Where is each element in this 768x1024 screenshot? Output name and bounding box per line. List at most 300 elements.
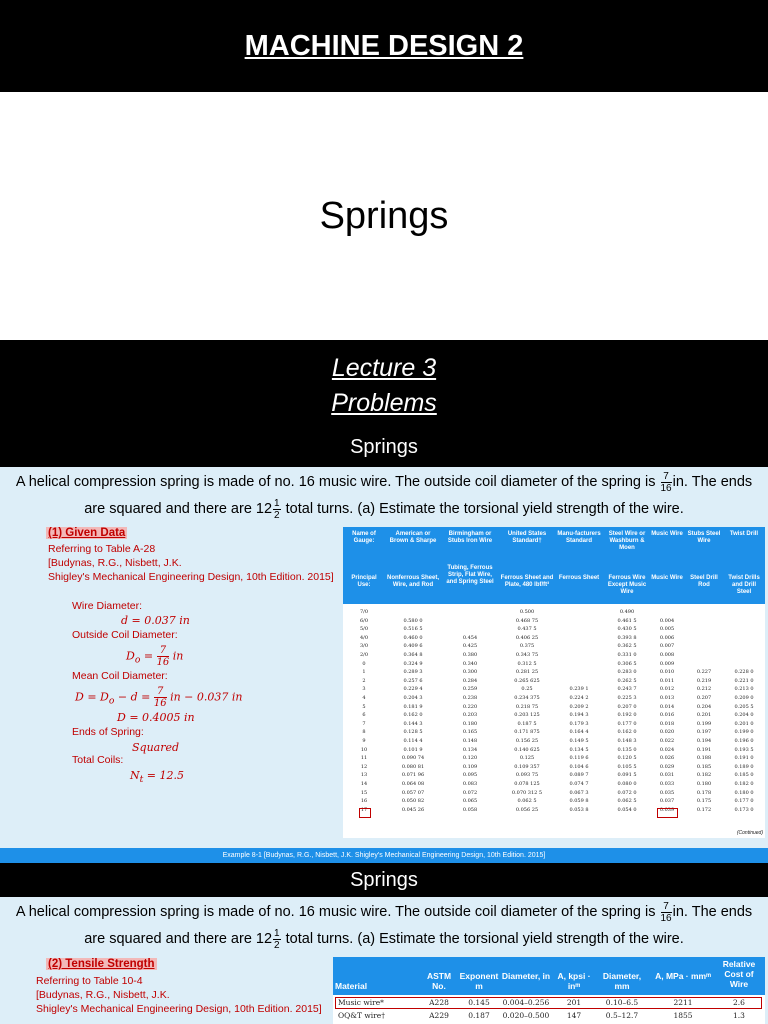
fraction [273,498,281,521]
denominator: 16 [660,482,672,494]
table-cell: 0.057 07 [401,789,425,796]
header-bottom-cell: Ferrous Sheet and Plate, 480 lbf/ft³ [500,575,554,588]
table-cell: 0.109 357 [514,763,540,770]
table-cell: 0.425 [462,643,478,650]
table-cell: 0.162 0 [403,712,423,719]
header-cell: A, kpsi · inᵐ [557,971,591,991]
table-cell: 0.172 [696,806,712,813]
table-cell: 0.364 8 [403,652,423,658]
reference-line: Shigley's Mechanical Engineering Design, 10th Edition. 2015] [48,571,334,583]
table-cell: 0.050 82 [401,798,425,805]
table-cell: 0.257 6 [403,677,423,684]
table-cell: 0.175 [696,798,712,805]
table-cell: 0.340 [462,660,478,667]
table-cell: 0.239 1 [569,686,589,693]
table-cell: 0.228 0 [734,669,754,676]
table-cell: 7 [362,720,366,727]
equation-tail: in − 0.037 in [166,690,243,704]
table-cell: 0.114 4 [403,738,423,744]
ends-label: Ends of Spring: [72,726,144,738]
header-bottom-cell: Principal Use: [351,575,377,588]
table-cell: 0.062 5 [517,798,537,805]
header-top-cell: Stubs Steel Wire [687,531,721,544]
table-cell: A229 [429,1011,449,1020]
table-cell: 0.490 [619,609,635,615]
table-cell: 0.196 0 [734,738,754,744]
header-bottom-cell: Steel Drill Rod [690,575,718,588]
table-cell: 0.188 [696,755,712,762]
table-cell: 0.187 5 [517,720,537,727]
table-cell: 0.191 [696,746,712,753]
table-cell: 0.004–0.256 [502,998,550,1007]
table-cell: 3/0 [359,643,369,650]
table-cell: 0.071 96 [401,772,425,779]
highlight-music-wire-row [335,997,762,1009]
operator: = 12.5 [143,769,185,782]
table-cell: 0.004 [659,617,675,624]
table-cell: 0.062 5 [617,798,637,805]
table-cell: 0.289 3 [403,669,423,676]
header-cell: Relative Cost of Wire [722,959,756,989]
table-cell: 0.393 8 [617,634,637,641]
table-cell: 0.089 7 [569,772,589,779]
table-cell: 0.194 3 [569,712,589,719]
table-cell: 0.406 25 [515,634,539,641]
table-cell: 0.224 2 [569,695,589,701]
table-cell: 0.140 625 [514,746,540,753]
table-cell: 0.180 0 [734,789,754,796]
header-bottom-cell: Ferrous Sheet [558,575,600,581]
header-bottom-cell: Ferrous Wire Except Music Wire [607,575,647,595]
table-cell: 201 [566,998,582,1007]
problem-text: A helical compression spring is made of no. 16 music wire. The outside coil diameter of the spring is [15,904,656,920]
table-cell: 0.080 0 [617,781,637,787]
problem-statement [6,899,762,953]
table-cell: 0.220 [462,703,478,710]
table-cell: 0.461 5 [617,617,637,624]
table-cell: 0.324 9 [403,660,423,667]
table-cell: 0.209 0 [734,695,754,701]
table-cell: 2211 [673,998,693,1007]
title-band [0,0,768,92]
table-cell: 0.212 [696,686,712,693]
table-cell: 0.018 [659,720,675,727]
table-cell: 0.209 2 [569,703,589,710]
numerator: 7 [154,686,167,698]
table-cell: 0.300 [462,669,478,676]
table-cell: 0.119 6 [569,755,589,762]
table-cell: 0.145 [468,998,490,1007]
mean-diameter-equation [75,686,242,709]
table-cell: 3 [362,686,366,693]
table-cell: 0.281 25 [515,669,539,676]
header-bottom-cell: Tubing, Ferrous Strip, Flat Wire, and Spring Steel [446,565,494,585]
table-cell: 0.199 0 [734,729,754,736]
symbol: N [130,769,140,782]
highlight-music-wire-16 [657,808,678,818]
table-cell: 0.125 [519,755,535,762]
reference-line: Referring to Table 10-4 [36,975,143,987]
table-cell: 0.078 125 [514,781,540,787]
table-cell: 0.180 [696,781,712,787]
table-cell: 0.162 0 [617,729,637,736]
table-cell: OQ&T wire† [338,1011,385,1020]
table-cell: 0.054 0 [617,806,637,813]
table-cell: Music wire* [338,998,384,1007]
table-cell: 0.024 [659,746,675,753]
table-cell: 0.221 0 [734,677,754,684]
table-cell: 0.058 [462,806,478,813]
table-cell: 0.029 [659,763,675,770]
header-top-cell: Twist Drill [729,531,759,537]
table-cell: 0.059 8 [569,798,589,805]
lecture-topic: Problems [331,389,437,417]
lecture-band [0,340,768,467]
table-cell: 0.437 5 [517,626,537,633]
table-cell: 0.080 81 [401,763,425,770]
outside-diameter-label: Outside Coil Diameter: [72,629,178,641]
table-cell: 6/0 [359,617,369,624]
problem-text: total turns. (a) Estimate the torsional yield strength of the wire. [285,501,684,517]
table-cell: 0.065 [462,798,478,805]
table-cell: 0.192 0 [617,712,637,719]
operator: = [140,649,157,663]
table-cell: 15 [360,789,368,796]
table-cell: 0.104 6 [569,763,589,770]
table-cell: 0.204 3 [403,695,423,701]
table-cell: 0.284 [462,677,478,684]
table-cell: 5 [362,703,366,710]
header-top-cell: Music Wire [651,531,683,537]
table-cell: 0.120 [462,755,478,762]
mean-diameter-label: Mean Coil Diameter: [72,670,168,682]
table-cell: 0.134 5 [569,746,589,753]
table-cell: 0.005 [659,626,675,633]
header-cell: A, MPa · mmᵐ [655,971,711,981]
table-cell: 9 [362,738,366,744]
table-cell: 0.193 5 [734,746,754,753]
table-cell: 0.409 6 [403,643,423,650]
table-cell: 0.128 5 [403,729,423,736]
wire-diameter-value: d = 0.037 in [121,614,190,627]
section-heading: Springs [350,869,418,891]
numerator: 1 [274,497,280,509]
header-cell: Diameter, mm [602,971,642,991]
table-cell: 0.039 [659,806,675,813]
fraction [154,686,167,709]
wire-diameter-label: Wire Diameter: [72,600,143,612]
table-cell: 0.171 875 [514,729,540,736]
table-cell: 0.460 0 [403,634,423,641]
table-cell: 0.343 75 [515,652,539,658]
table-cell: 7/0 [359,609,369,615]
table-cell: 4/0 [359,634,369,641]
table-cell: 0.580 0 [403,617,423,624]
table-cell: 0.135 0 [617,746,637,753]
table-cell: 0.033 [659,781,675,787]
table-cell: 0.185 0 [734,772,754,779]
lecture-number: Lecture 3 [331,354,437,382]
problem-statement [6,469,762,523]
table-cell: 0.007 [659,643,675,650]
table-cell: 0.014 [659,703,675,710]
table-cell: 4 [362,695,366,701]
table-cell: 0.109 [462,763,478,770]
table-cell: 5/0 [359,626,369,633]
table-cell: 0.229 4 [403,686,423,693]
table-cell: 17 [360,806,368,813]
table-cell: 0.020–0.500 [502,1011,550,1020]
table-cell: 0.362 5 [617,643,637,650]
table-cell: 0.064 08 [401,781,425,787]
problem-text: in. The ends [672,904,753,920]
table-cell: 0.199 [696,720,712,727]
section-heading: Springs [350,436,418,458]
continued-note: (Continued) [736,830,763,836]
table-cell: 0.380 [462,652,478,658]
problem-text: are squared and there are 12 [84,501,273,517]
header-bottom-cell: Nonferrous Sheet, Wire, and Rod [387,575,440,588]
table-cell: 13 [360,772,368,779]
table-cell: 2/0 [359,652,369,658]
table-cell: 0.227 [696,669,712,676]
table-cell: 0.218 75 [515,703,539,710]
numerator: 7 [661,471,672,483]
table-cell: 0.156 25 [515,738,539,744]
unit: in [169,649,184,663]
table-cell: 14 [360,781,368,787]
subscript: o [134,654,141,666]
table-cell: 12 [360,763,368,770]
table-cell: 0.201 [696,712,712,719]
denominator: 16 [156,657,170,668]
table-cell: 0.149 5 [569,738,589,744]
table-cell: 0.189 0 [734,763,754,770]
table-cell: 0.070 312 5 [511,789,543,796]
header-cell: Exponent m [459,971,499,991]
header-bottom-cell: Music Wire [651,575,683,581]
denominator: 2 [274,509,280,521]
table-cell: 0.187 [468,1011,490,1020]
fraction [273,928,281,951]
table-cell: 0.013 [659,695,675,701]
table-cell: 0.026 [659,755,675,762]
tensile-constants-table [333,957,765,1024]
mean-diameter-result: D = 0.4005 in [117,711,195,724]
table-cell: 0.234 375 [514,695,540,701]
denominator: 16 [660,912,672,924]
fraction [157,645,170,668]
table-cell: 0.454 [462,634,478,641]
table-cell: 0.203 125 [514,712,540,719]
table-cell: 0.105 5 [617,763,637,770]
table-cell: 0.191 0 [734,755,754,762]
table-cell: 0.164 4 [569,729,589,736]
section-band [0,863,768,897]
table-cell: 0.207 0 [617,703,637,710]
table-cell: 0.182 0 [734,781,754,787]
numerator: 1 [274,927,280,939]
table-cell: 0.306 5 [617,660,637,667]
table-cell: 0.035 [659,789,675,796]
table-cell: 6 [362,712,366,719]
table-cell: 0.072 [462,789,478,796]
problem-text: A helical compression spring is made of no. 16 music wire. The outside coil diameter of the spring is [15,474,656,490]
table-cell: 1 [362,669,366,676]
table-cell: 0.516 5 [403,626,423,633]
highlight-gauge-16 [359,808,371,818]
table-cell: 0.067 3 [569,789,589,796]
table-cell: 0.201 0 [734,720,754,727]
table-cell: 0.134 [462,746,478,753]
fraction [661,901,672,924]
table-cell: 0.173 0 [734,806,754,813]
table-cell: 16 [360,798,368,805]
tensile-strength-title: (2) Tensile Strength [48,958,155,970]
table-cell: 0.020 [659,729,675,736]
header-cell: ASTM No. [426,971,452,991]
table-cell: 0.185 [696,763,712,770]
header-top-cell: American or Brown & Sharpe [389,531,437,544]
header-top-cell: Birmingham or Stubs Iron Wire [447,531,493,544]
table-cell: 0.262 5 [617,677,637,684]
table-cell: 0.144 3 [403,720,423,727]
given-data-title: (1) Given Data [48,527,126,539]
table-cell: 0.375 [519,643,535,650]
operator: − d = [114,690,154,704]
symbol: D [126,649,135,663]
table-cell: 8 [362,729,366,736]
table-cell: 0.312 5 [517,660,537,667]
table-cell: 0.430 5 [617,626,637,633]
table-cell: 2 [362,677,366,684]
table-cell: 0 [362,660,366,667]
table-cell: 0.016 [659,712,675,719]
table-cell: 0.5–12.7 [605,1011,639,1020]
table-cell: 1855 [673,1011,693,1020]
table-cell: 0.204 0 [734,712,754,719]
subscript: t [139,774,144,786]
table-cell: 0.205 5 [734,703,754,710]
table-cell: 0.331 0 [617,652,637,658]
table-cell: 0.091 5 [617,772,637,779]
table-cell: 0.011 [659,677,675,684]
denominator: 2 [274,939,280,951]
header-top-cell: Name of Gauge: [352,531,376,544]
table-cell: 0.090 74 [401,755,425,762]
numerator: 7 [157,645,170,657]
table-cell: 0.178 [696,789,712,796]
table-cell: 0.093 75 [515,772,539,779]
header-top-cell: Steel Wire or Washburn & Moen [608,531,646,551]
wire-gauge-table [343,527,765,838]
table-cell: 0.219 [696,677,712,684]
symbol: D = D [75,690,109,704]
reference-line: Shigley's Mechanical Engineering Design, 10th Edition. 2015] [36,1003,322,1015]
header-cell: Material [335,981,368,991]
reference-line: [Budynas, R.G., Nisbett, J.K. [48,557,182,569]
table-cell: 0.238 [462,695,478,701]
table-cell: 0.243 7 [617,686,637,693]
table-cell: 0.197 [696,729,712,736]
table-cell: 10 [360,746,368,753]
table-cell: 0.095 [462,772,478,779]
table-cell: 0.283 0 [617,669,637,676]
problem-text: in. The ends [672,474,753,490]
table-cell: 11 [360,755,368,762]
table-cell: 0.225 3 [617,695,637,701]
total-coils-value [130,769,184,785]
table-cell: 0.037 [659,798,675,805]
table-cell: 0.265 625 [514,677,540,684]
table-cell: 0.180 [462,720,478,727]
table-cell: 0.022 [659,738,675,744]
table-cell: 0.213 0 [734,686,754,693]
outside-diameter-value [126,645,183,668]
table-cell: 0.045 26 [401,806,425,813]
table-cell: 0.031 [659,772,675,779]
table-cell: 0.10–6.5 [605,998,639,1007]
problem-text: are squared and there are 12 [84,931,273,947]
table-cell: 0.177 0 [617,720,637,727]
course-title: MACHINE DESIGN 2 [244,30,524,62]
table-cell: 0.074 7 [569,781,589,787]
table-cell: 0.012 [659,686,675,693]
table-cell: 0.177 0 [734,798,754,805]
table-cell: 0.182 [696,772,712,779]
reference-line: Referring to Table A-28 [48,543,156,555]
table-cell: 2.6 [733,998,745,1007]
table-cell: 0.056 25 [515,806,539,813]
table-cell: 0.259 [462,686,478,693]
table-cell: 0.053 8 [569,806,589,813]
fraction [661,471,672,494]
table-cell: 0.006 [659,634,675,641]
figure-caption: Example 8-1 [Budynas, R.G., Nisbett, J.K. Shigley's Mechanical Engineering Design, 10th Edition. 2015] [0,848,768,863]
ends-value: Squared [132,741,180,754]
total-coils-label: Total Coils: [72,754,124,766]
header-top-cell: Manu-facturers Standard [557,531,601,544]
table-cell: 0.165 [462,729,478,736]
table-cell: 1.3 [733,1011,745,1020]
slide-subtitle: Springs [319,195,449,237]
table-cell: 0.148 3 [617,738,637,744]
table-cell: 147 [566,1011,582,1020]
table-cell: 0.500 [519,609,535,615]
table-cell: 0.203 [462,712,478,719]
subscript: o [108,695,115,707]
reference-line: [Budynas, R.G., Nisbett, J.K. [36,989,170,1001]
table-cell: 0.204 [696,703,712,710]
table-cell: 0.010 [659,669,675,676]
table-cell: 0.468 75 [515,617,539,624]
header-cell: Diameter, in [501,971,551,981]
table-cell: 0.120 5 [617,755,637,762]
table-cell: A228 [429,998,449,1007]
table-cell: 0.207 [696,695,712,701]
problem-text: total turns. (a) Estimate the torsional yield strength of the wire. [285,931,684,947]
numerator: 7 [661,901,672,913]
table-cell: 0.009 [659,660,675,667]
table-cell: 0.072 0 [617,789,637,796]
denominator: 16 [153,698,167,709]
table-cell: 0.181 9 [403,703,423,710]
table-cell: 0.008 [659,652,675,658]
table-cell: 0.101 9 [403,746,423,753]
table-cell: 0.083 [462,781,478,787]
table-cell: 0.148 [462,738,478,744]
table-cell: 0.194 [696,738,712,744]
